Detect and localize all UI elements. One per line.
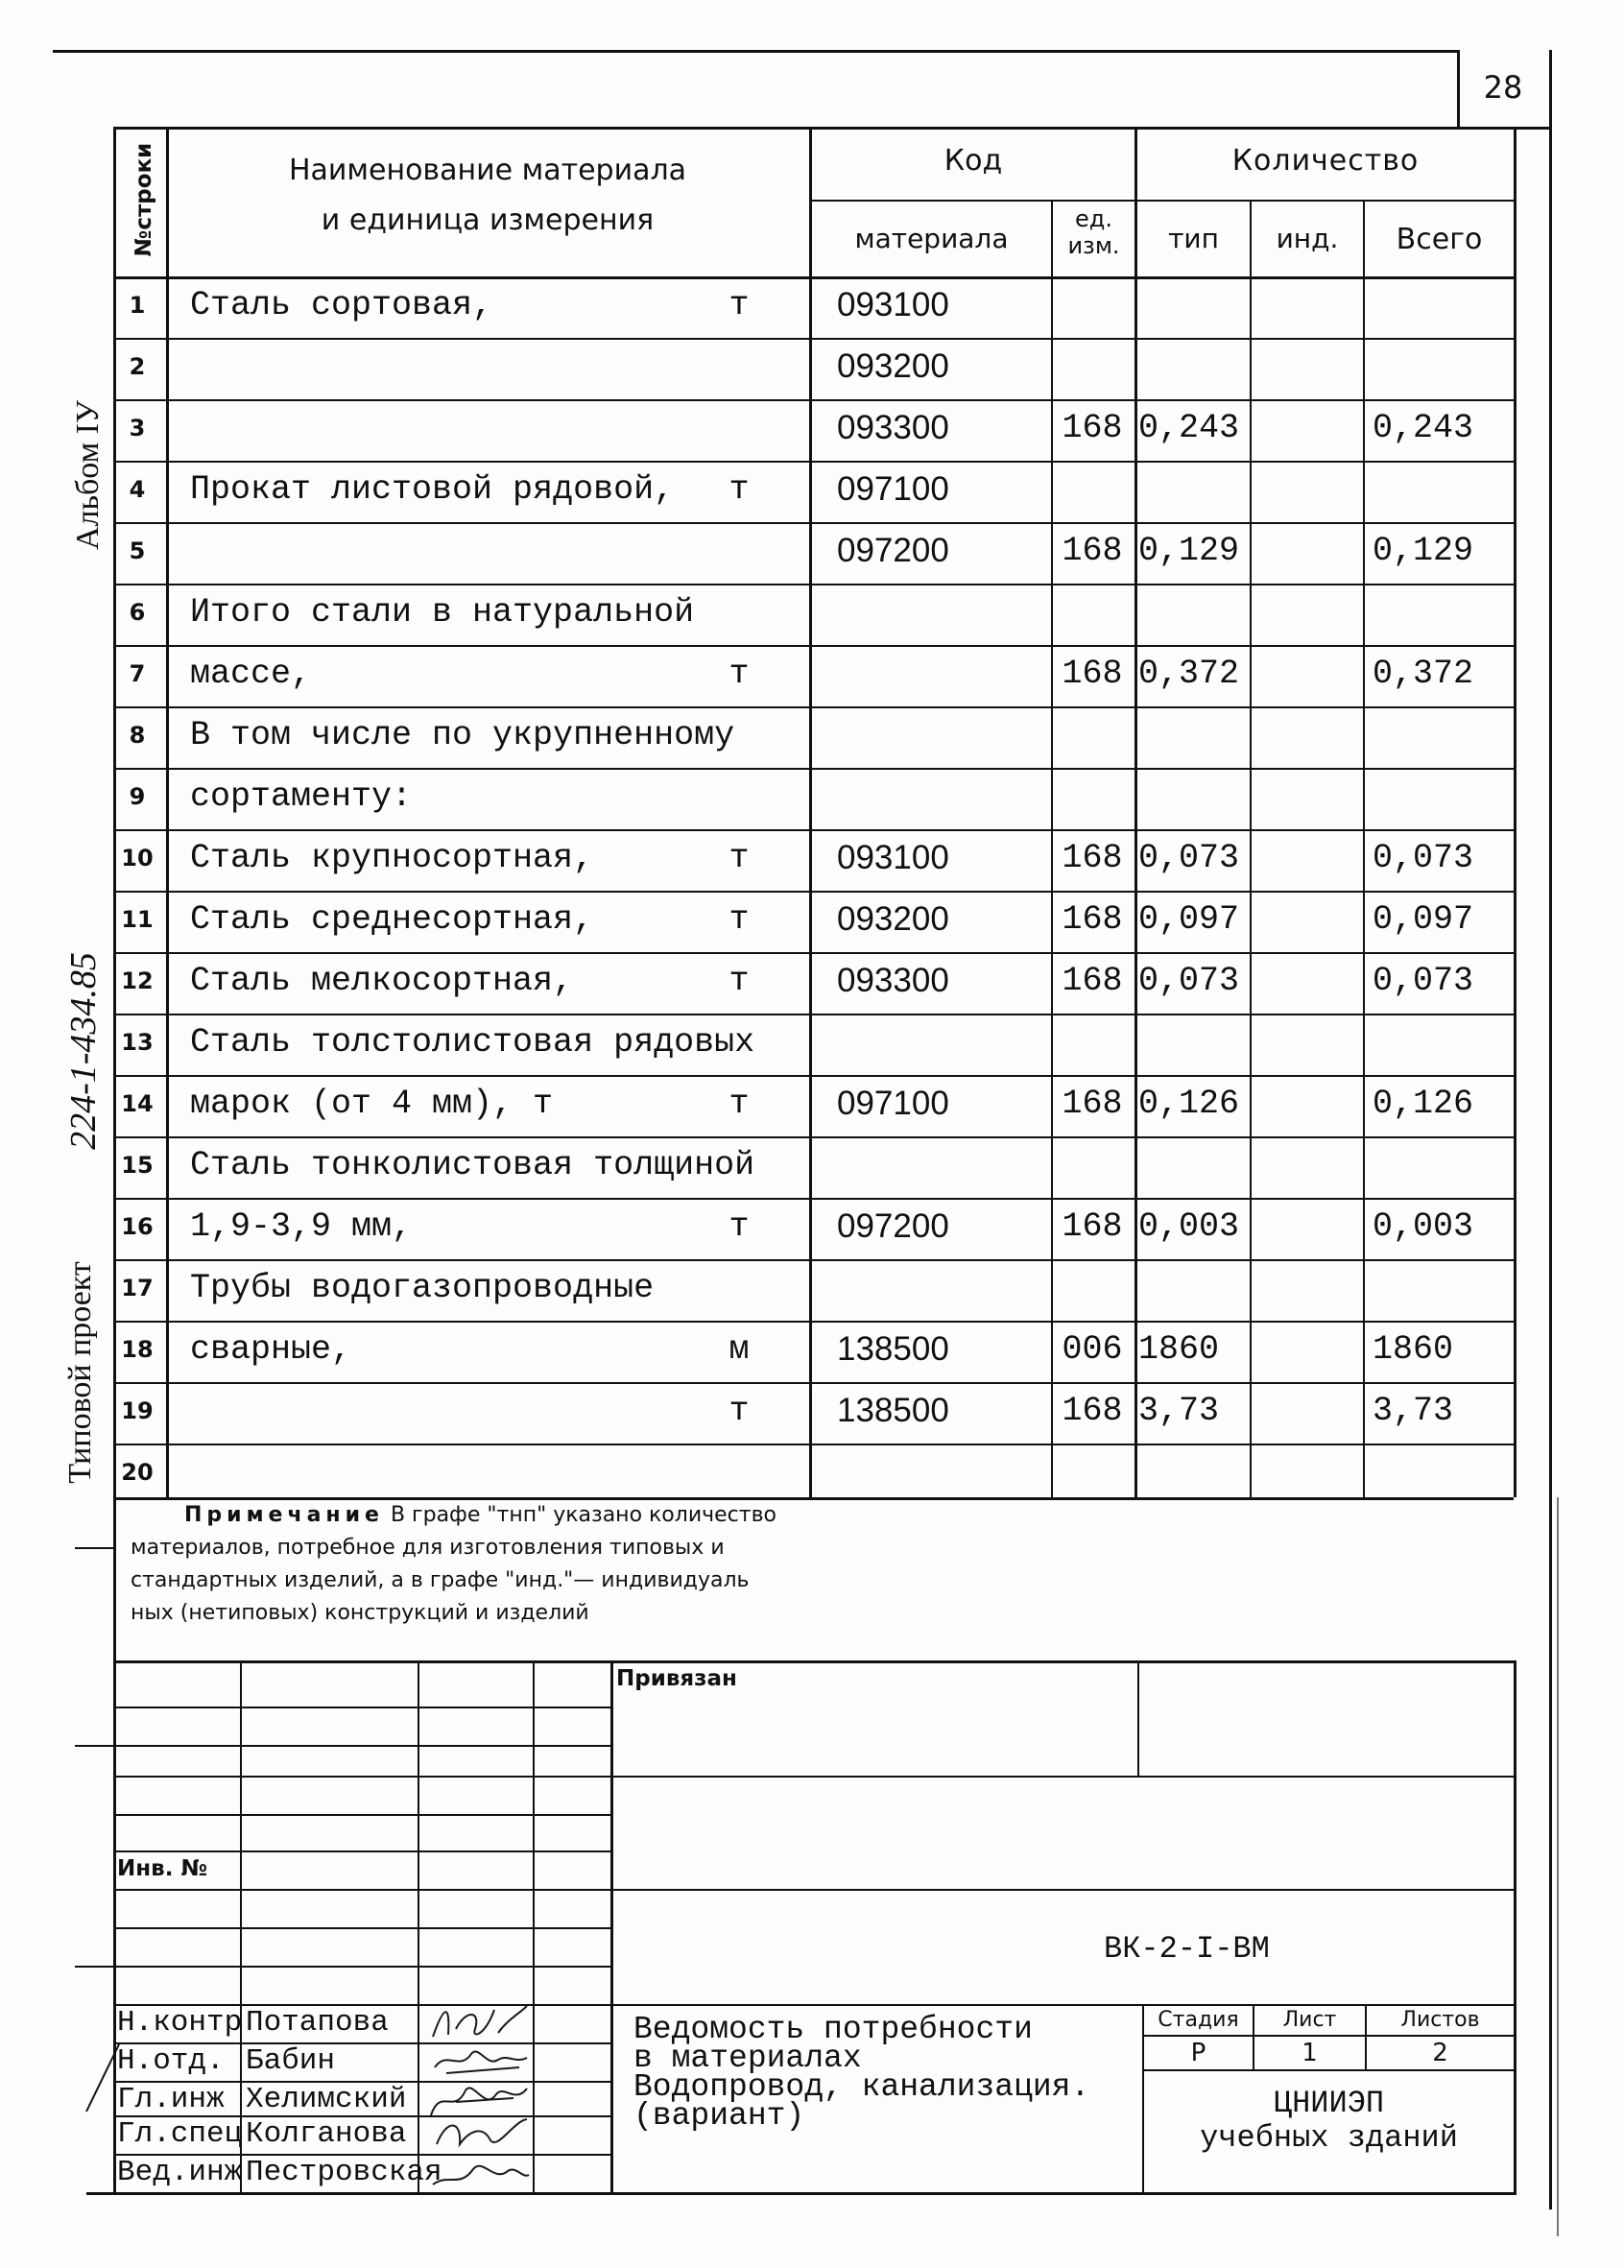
material-unit: т (728, 470, 750, 509)
material-name: массе, (190, 655, 312, 693)
quantity-typ: 1860 (1138, 1330, 1220, 1369)
header-material: материала (854, 223, 1009, 254)
table-row (0, 647, 1624, 708)
unit-code: 168 (1062, 839, 1123, 877)
quantity-typ: 0,073 (1138, 962, 1240, 1000)
table-row (0, 1138, 1624, 1200)
unit-code: 168 (1062, 1207, 1123, 1246)
signatory-name: Колганова (246, 2117, 407, 2151)
sheet-value: 1 (1302, 2039, 1318, 2067)
quantity-total: 0,126 (1373, 1085, 1474, 1123)
row-number: 19 (121, 1397, 154, 1424)
material-name: Сталь тонколистовая толщиной (190, 1146, 755, 1184)
row-number: 20 (121, 1459, 154, 1486)
row-number: 16 (121, 1213, 154, 1240)
quantity-total: 3,73 (1373, 1392, 1454, 1430)
table-row (0, 893, 1624, 954)
table-row (0, 340, 1624, 401)
material-unit: т (728, 962, 750, 1000)
tb-row (113, 1850, 610, 1852)
margin-tick (75, 1745, 115, 1747)
margin-stroke (81, 2035, 129, 2121)
tb-row (113, 1707, 610, 1708)
signature-mark (427, 2039, 533, 2081)
tb-row (113, 1966, 610, 1968)
title-block-top (113, 1660, 1514, 1663)
material-name: Сталь среднесортная, (190, 900, 594, 939)
signature-mark (427, 2150, 533, 2192)
material-code: 093300 (837, 962, 949, 999)
header-unit-line2: изм. (1067, 232, 1120, 259)
material-name: Сталь мелкосортная, (190, 962, 574, 1000)
table-row (0, 1384, 1624, 1445)
material-unit: т (728, 839, 750, 877)
org-line-1: ЦНИИЭП (1273, 2086, 1385, 2121)
sheet-label: Лист (1282, 2008, 1337, 2032)
row-number: 12 (121, 967, 154, 994)
material-code: 097200 (837, 1207, 949, 1245)
signatory-name: Пестровская (246, 2156, 442, 2189)
title-line-4: (вариант) (633, 2098, 805, 2134)
title-line-2: в материалах (633, 2041, 862, 2076)
quantity-typ: 0,372 (1138, 655, 1240, 693)
table-top (113, 127, 1457, 130)
tb-row (113, 1745, 610, 1747)
material-unit: т (728, 1207, 750, 1246)
quantity-typ: 0,073 (1138, 839, 1240, 877)
material-code: 097200 (837, 532, 949, 569)
table-row (0, 954, 1624, 1015)
table-row (0, 1323, 1624, 1384)
row-number: 3 (129, 415, 146, 442)
material-unit: т (728, 1085, 750, 1123)
quantity-total: 0,003 (1373, 1207, 1474, 1246)
signatory-role: Н.контр (117, 2006, 243, 2040)
quantity-typ: 0,003 (1138, 1207, 1240, 1246)
header-row-no: №строки (131, 142, 156, 257)
table-row (0, 1015, 1624, 1077)
bound-label: Привязан (616, 1666, 737, 1691)
material-code: 097100 (837, 470, 949, 508)
table-row (0, 708, 1624, 770)
note-text-3: стандартных изделий, а в графе "инд."— индивидуаль (131, 1568, 750, 1592)
header-unit-line1: ед. (1075, 205, 1112, 232)
material-code: 097100 (837, 1085, 949, 1122)
row-number: 14 (121, 1090, 154, 1117)
margin-tick (75, 1547, 115, 1549)
material-code: 093100 (837, 839, 949, 876)
material-code: 093200 (837, 900, 949, 938)
header-name-line1: Наименование материала (288, 154, 687, 187)
tb-row (113, 1927, 610, 1929)
document-title (633, 2012, 1090, 2134)
project-label: Типовой проект (62, 1261, 98, 1484)
quantity-total: 0,097 (1373, 900, 1474, 939)
quantity-typ: 3,73 (1138, 1392, 1220, 1430)
row-number: 6 (129, 599, 146, 626)
header-mid-rule (809, 200, 1514, 202)
header-unit (1053, 205, 1134, 259)
table-row (0, 278, 1624, 340)
quantity-typ: 0,126 (1138, 1085, 1240, 1123)
quantity-typ: 0,097 (1138, 900, 1240, 939)
title-block-bottom (86, 2192, 1517, 2195)
material-unit: т (728, 286, 750, 324)
material-name: марок (от 4 мм), т (190, 1085, 554, 1123)
material-code: 138500 (837, 1330, 949, 1368)
doc-code: ВК-2-I-ВМ (1104, 1931, 1270, 1967)
material-code: 138500 (837, 1392, 949, 1429)
row-number: 18 (121, 1336, 154, 1363)
table-row (0, 585, 1624, 647)
tb-stage-row (1142, 2035, 1514, 2037)
stage-label: Стадия (1158, 2008, 1239, 2032)
unit-code: 168 (1062, 962, 1123, 1000)
signatory-role: Гл.спец (117, 2117, 243, 2151)
page-number-frame-bottom (1457, 127, 1552, 130)
unit-code: 168 (1062, 409, 1123, 447)
table-row (0, 524, 1624, 585)
material-name: Трубы водогазопроводные (190, 1269, 655, 1307)
row-number: 1 (129, 292, 146, 319)
row-number: 9 (129, 783, 146, 810)
page-number: 28 (1483, 69, 1523, 106)
stage-value: Р (1190, 2039, 1206, 2067)
note-text-1: В графе "тнп" указано количество (390, 1503, 776, 1527)
tb-row-right (610, 1776, 1514, 1778)
tb-row (113, 1889, 610, 1891)
signatory-name: Потапова (246, 2006, 389, 2040)
table-row (0, 831, 1624, 893)
unit-code: 006 (1062, 1330, 1123, 1369)
sheets-value: 2 (1432, 2039, 1448, 2067)
note (131, 1499, 956, 1630)
header-quantity: Количество (1231, 144, 1420, 178)
title-block-right (1514, 1660, 1517, 2192)
row-number: 5 (129, 537, 146, 564)
signatory-role: Вед.инж (117, 2156, 243, 2189)
signatory-role: Н.отд. (117, 2044, 225, 2078)
table-row (0, 1261, 1624, 1323)
material-code: 093100 (837, 286, 949, 323)
material-unit: т (728, 655, 750, 693)
signature-mark (427, 2112, 533, 2154)
inv-label: Инв. № (117, 1856, 208, 1881)
material-name: 1,9-3,9 мм, (190, 1207, 413, 1246)
album-label: Альбом IУ (70, 399, 106, 551)
material-name: Итого стали в натуральной (190, 593, 695, 632)
table-row (0, 1077, 1624, 1138)
margin-tick (75, 1966, 115, 1968)
tb-col (418, 1660, 419, 2192)
tb-row (113, 1776, 610, 1778)
unit-code: 168 (1062, 532, 1123, 570)
row-number: 17 (121, 1275, 154, 1301)
header-typ: тип (1168, 223, 1219, 254)
quantity-total: 0,129 (1373, 532, 1474, 570)
material-name: В том числе по укрупненному (190, 716, 735, 754)
top-rule (53, 50, 1457, 53)
row-number: 2 (129, 353, 146, 380)
quantity-total: 0,372 (1373, 655, 1474, 693)
unit-code: 168 (1062, 1085, 1123, 1123)
title-line-1: Ведомость потребности (633, 2012, 1033, 2047)
material-name: Сталь крупносортная, (190, 839, 594, 877)
note-text-2: материалов, потребное для изготовления типовых и (131, 1536, 725, 1560)
row-number: 10 (121, 845, 154, 871)
signature-mark (427, 2000, 533, 2042)
tb-stage-row (1142, 2069, 1514, 2071)
header-name-line2: и единица измерения (321, 203, 655, 237)
row-number: 11 (121, 906, 154, 933)
tb-col-right (1137, 1660, 1139, 1776)
material-unit: т (728, 1392, 750, 1430)
tb-row (113, 1814, 610, 1816)
material-name: Сталь сортовая, (190, 286, 493, 324)
row-number: 4 (129, 476, 146, 503)
tb-col (240, 1660, 242, 2192)
title-line-3: Водопровод, канализация. (633, 2069, 1090, 2105)
material-unit: м (728, 1330, 750, 1369)
material-name: Прокат листовой рядовой, (190, 470, 675, 509)
quantity-total: 0,073 (1373, 962, 1474, 1000)
title-block-divider (610, 1660, 613, 2192)
material-name: Сталь толстолистовая рядовых (190, 1023, 755, 1062)
project-code: 224-1-434.85 (63, 952, 104, 1150)
signatory-name: Бабин (246, 2044, 336, 2078)
note-label: Примечание (184, 1503, 384, 1527)
table-row (0, 463, 1624, 524)
row-number: 15 (121, 1152, 154, 1179)
quantity-total: 0,243 (1373, 409, 1474, 447)
quantity-total: 1860 (1373, 1330, 1454, 1369)
unit-code: 168 (1062, 655, 1123, 693)
material-code: 093300 (837, 409, 949, 446)
right-edge-stroke (1557, 1497, 1559, 2236)
quantity-total: 0,073 (1373, 839, 1474, 877)
note-text-4: ных (нетиповых) конструкций и изделий (131, 1601, 589, 1625)
tb-row-right (610, 1889, 1514, 1891)
signatory-name: Хелимский (246, 2083, 407, 2116)
unit-code: 168 (1062, 1392, 1123, 1430)
material-name: сортаменту: (190, 777, 413, 816)
row-number: 8 (129, 722, 146, 749)
header-ind: инд. (1276, 223, 1339, 254)
unit-code: 168 (1062, 900, 1123, 939)
header-code: Код (943, 144, 1003, 178)
organization (1144, 2087, 1514, 2156)
table-row (0, 770, 1624, 831)
header-total: Всего (1396, 223, 1483, 256)
tb-row-right (610, 2004, 1514, 2006)
quantity-typ: 0,243 (1138, 409, 1240, 447)
row-number: 13 (121, 1029, 154, 1056)
org-line-2: учебных зданий (1200, 2120, 1458, 2156)
tb-col (533, 1660, 535, 2192)
material-name: сварные, (190, 1330, 352, 1369)
material-unit: т (728, 900, 750, 939)
signatory-role: Гл.инж (117, 2083, 225, 2116)
table-row (0, 401, 1624, 463)
sheets-label: Листов (1400, 2008, 1480, 2032)
table-row (0, 1445, 1624, 1507)
row-number: 7 (129, 660, 146, 687)
material-code: 093200 (837, 347, 949, 385)
quantity-typ: 0,129 (1138, 532, 1240, 570)
table-row (0, 1200, 1624, 1261)
